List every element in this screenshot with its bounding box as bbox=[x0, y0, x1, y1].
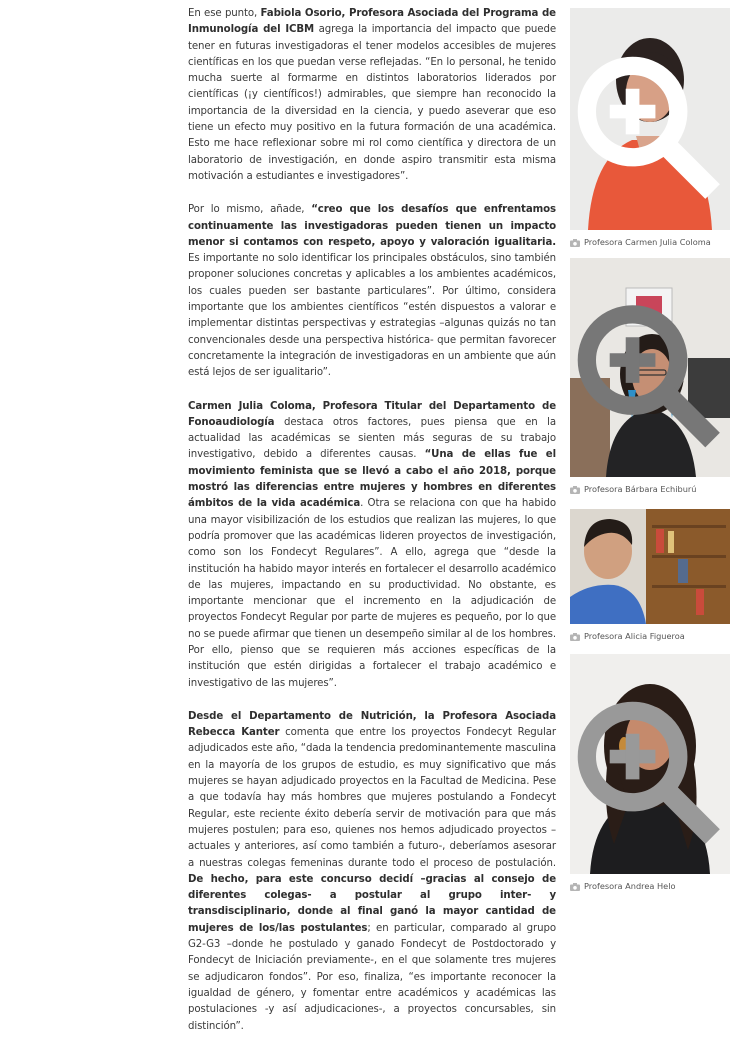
text-run: comenta que entre los proyectos Fondecyt Regular adjudicados este año, “dada la tendencia predominantemente masculina en la mayoría de los grupos de estudio, es muy significativo que más mujeres se hayan adjudicado proyectos en la Facultad de Medicina. Pese a que todavía hay más hombres que mujeres postulando a Fondecyt Regular, este reciente éxito debería servir de motivación para que más mujeres postulen; para eso, quienes nos hemos adjudicado proyectos –actuales y anteriores, así como también a futuro-, deberíamos asesorar a nuestras colegas femeninas durante todo el proceso de postulación. bbox=[188, 727, 556, 869]
photo-caption bbox=[570, 881, 730, 892]
bold-run: Fabiola Osorio, Profesora Asociada del Programa de Inmunología del ICBM bbox=[188, 8, 556, 36]
bold-run: De hecho, para este concurso decidí –gracias al consejo de diferentes colegas- a postular al grupo inter- y transdisciplinario, donde al final ganó la mayor cantidad de mujeres de los/las postulantes bbox=[188, 873, 556, 934]
paragraph-kanter bbox=[188, 709, 556, 1035]
caption-text: Profesora Andrea Helo bbox=[584, 881, 676, 891]
magnifier-plus-icon[interactable] bbox=[570, 658, 724, 874]
paragraph-osorio-continued bbox=[188, 202, 556, 381]
paragraph-osorio bbox=[188, 6, 556, 185]
caption-text: Profesora Alicia Figueroa bbox=[584, 631, 685, 641]
camera-icon bbox=[570, 633, 580, 641]
bold-run: Desde el Departamento de Nutrición, la Profesora Asociada Rebecca Kanter bbox=[188, 710, 556, 739]
text-run: agrega la importancia del impacto que puede tener en futuras investigadoras el tener modelos accesibles de mujeres científicas en los que puedan verse reflejadas. “En lo personal, he tenido mucha suerte al formarme en distintos laboratorios liderados por científicas (¡y científicos!) admirables, que siempre han reconocido la importancia de la diversidad en la ciencia, y puedo aseverar que eso tiene un efecto muy positivo en la futura formación de una académica. Esto me hace reflexionar sobre mi rol como científica y directora de un laboratorio de investigación, en donde aspiro transmitir esta misma motivación a estudiantes e investigadores”. bbox=[188, 24, 556, 182]
bold-run: “creo que los desafíos que enfrentamos continuamente las investigadoras pueden tienen un impacto menor si contamos con respeto, apoyo y valoración igualitaria. bbox=[188, 204, 556, 248]
text-run: destaca otros factores, pues piensa que en la actualidad las académicas se sienten más seguras de su trabajo investigativo, debido a diferentes causas. bbox=[188, 416, 556, 461]
photo-caption bbox=[570, 484, 730, 495]
camera-icon bbox=[570, 883, 580, 891]
figure-figueroa bbox=[570, 509, 730, 642]
photo-caption bbox=[570, 237, 730, 248]
magnifier-plus-icon[interactable] bbox=[570, 262, 724, 477]
figure-coloma bbox=[570, 8, 730, 248]
text-run: . Otra se relaciona con que ha habido una mayor visibilización de los estudios que realizan las mujeres, lo que podría promover que las académicas lideren proyectos de investigación, como son los Fondecyt Regulares”. A ello, agrega que “desde la institución ha habido mayor interés en fortalecer el desarrollo académico de las mujeres, impactando en su productividad. No obstante, es importante mencionar que el incremento en la adjudicación de proyectos Fondecyt Regular por parte de mujeres es pequeño, por lo que no se puede afirmar que tienen un desempeño similar al de los hombres. Por ello, pienso que se requieren más acciones específicas de la institución que estén dirigidas a fortalecer el trabajo académico e investigativo de las mujeres”. bbox=[188, 498, 556, 689]
magnifier-plus-icon[interactable] bbox=[570, 12, 724, 230]
photo-helo[interactable] bbox=[570, 654, 730, 874]
figure-helo bbox=[570, 654, 730, 892]
photo-echiburu[interactable] bbox=[570, 258, 730, 477]
figure-echiburu bbox=[570, 258, 730, 495]
photo-coloma[interactable] bbox=[570, 8, 730, 230]
text-run: En ese punto, bbox=[188, 8, 261, 19]
caption-text: Profesora Carmen Julia Coloma bbox=[584, 237, 711, 247]
article-body bbox=[188, 6, 556, 1052]
photo-caption bbox=[570, 631, 730, 642]
text-run: Por lo mismo, añade, bbox=[188, 204, 312, 216]
text-run: ; en particular, comparado al grupo G2-G3 –donde he postulado y ganado Fondecyt de Postdoctorado y Fondecyt de Iniciación previamente-, en el que solamente tres mujeres se adjudicaron fondos”. Por eso, finaliza, “es importante reconocer la igualdad de género, y fomentar entre académicos y académicas las postulaciones -y así adjudicaciones-, a proyectos concursables, sin distinción”. bbox=[188, 922, 556, 1032]
caption-text: Profesora Bárbara Echiburú bbox=[584, 484, 697, 494]
bold-run: Carmen Julia Coloma, Profesora Titular del Departamento de Fonoaudiología bbox=[188, 400, 556, 428]
bold-run: “Una de ellas fue el movimiento feminista que se llevó a cabo el año 2018, porque mostró las diferencias entre mujeres y hombres en diferentes ámbitos de la vida académica bbox=[188, 449, 556, 510]
camera-icon bbox=[570, 239, 580, 247]
portrait-image bbox=[570, 509, 730, 624]
text-run: Es importante no solo identificar los principales obstáculos, sino también proponer soluciones concretas y aplicables a los ambientes académicos, los cuales pueden ser bastante particulares”. Por último, considera importante que los ambientes científicos “estén dispuestos a valorar e implementar distintas perspectivas y estrategias –algunas quizás no tan convencionales desde una perspectiva histórica- que permitan favorecer concretamente la integración de investigadoras en un ambiente que aún está lejos de ser igualitario”. bbox=[188, 253, 556, 379]
photo-figueroa[interactable] bbox=[570, 509, 730, 624]
paragraph-coloma bbox=[188, 399, 556, 692]
camera-icon bbox=[570, 486, 580, 494]
